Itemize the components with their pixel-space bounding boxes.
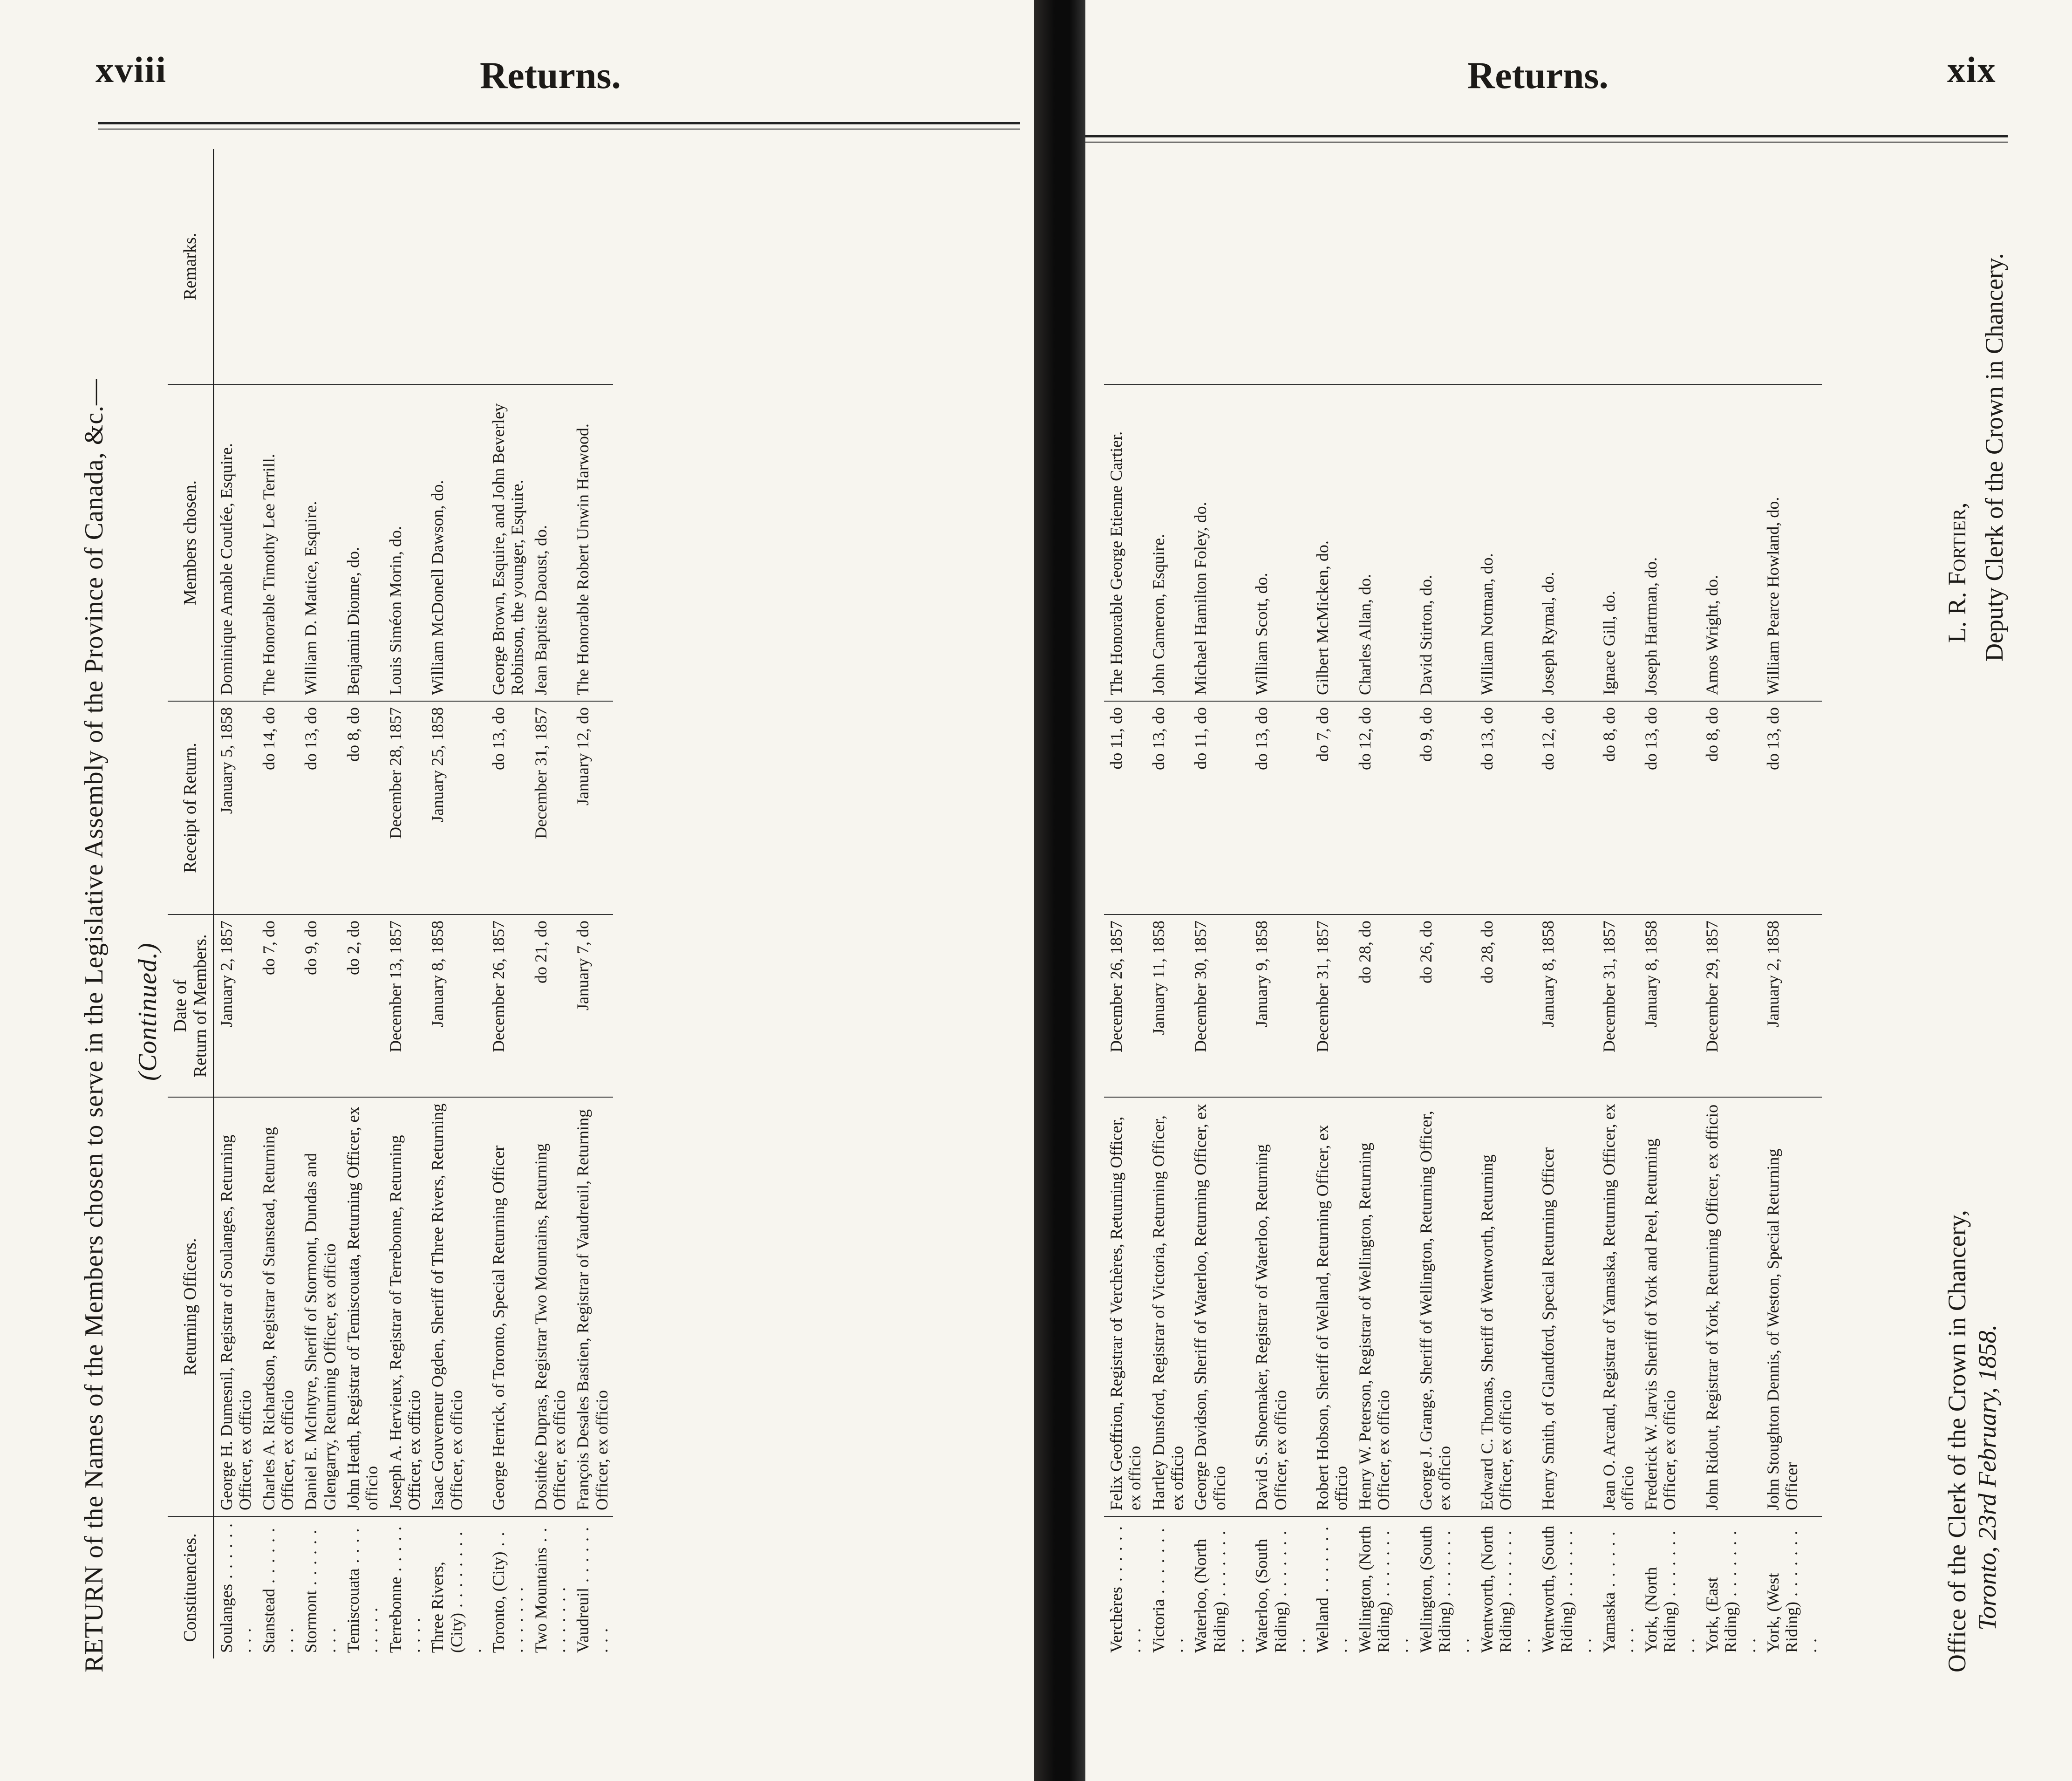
head-rule-thick-right	[1085, 135, 2008, 137]
receipt-cell: do 11, do	[1104, 701, 1146, 914]
returns-table-left	[168, 149, 613, 1658]
receipt-cell: do 8, do	[341, 701, 383, 914]
member-cell: Ignace Gill, do.	[1597, 384, 1639, 701]
signature-title: Deputy Clerk of the Crown in Chancery.	[1980, 253, 2008, 662]
member-cell: Louis Siméon Morin, do.	[383, 384, 426, 701]
table-row	[341, 149, 383, 1658]
officer-cell: Robert Hobson, Sheriff of Welland, Returning Officer, ex officio	[1310, 1097, 1353, 1516]
member-cell: Benjamin Dionne, do.	[341, 384, 383, 701]
book-spine	[1034, 0, 1085, 1781]
constituency-cell: Stanstead . . .	[257, 1516, 299, 1658]
constituency-cell: York, (West Riding) . . .	[1761, 1516, 1822, 1658]
officer-cell: Isaac Gouverneur Ogden, Sheriff of Three Rivers, Returning Officer, ex officio	[425, 1097, 486, 1516]
member-cell: John Cameron, Esquire.	[1146, 384, 1189, 701]
officer-cell: John Heath, Registrar of Temiscouata, Returning Officer, ex officio	[341, 1097, 383, 1516]
head-rule-thin-right	[1085, 142, 2008, 143]
member-cell: Dominique Amable Coutlée, Esquire.	[214, 384, 257, 701]
col-constituencies: Constituencies.	[168, 1516, 214, 1658]
receipt-cell: do 13, do	[299, 701, 341, 914]
date-cell: do 26, do	[1414, 914, 1475, 1097]
member-cell: William Notman, do.	[1475, 384, 1536, 701]
remark-cell	[1414, 149, 1475, 384]
table-row	[1249, 149, 1310, 1658]
date-cell: January 7, do	[571, 914, 613, 1097]
remark-cell	[257, 149, 299, 384]
constituency-cell: Wellington, (North Riding) . . .	[1353, 1516, 1414, 1658]
col-remarks: Remarks.	[168, 149, 214, 384]
date-cell: December 13, 1857	[383, 914, 426, 1097]
table-row	[1700, 149, 1761, 1658]
signature-name: L. R. Fortier,	[1943, 502, 1971, 643]
member-cell: The Honorable George Etienne Cartier.	[1104, 384, 1146, 701]
date-cell: do 21, do	[529, 914, 571, 1097]
running-head-left: Returns.	[480, 54, 621, 96]
remark-cell	[1597, 149, 1639, 384]
col-date-top: Date of	[170, 979, 190, 1032]
constituency-cell: York, (North Riding) . . .	[1639, 1516, 1700, 1658]
col-date-of-return	[168, 914, 214, 1097]
returns-table-left-wrap	[168, 149, 613, 1658]
date-cell: January 2, 1858	[1761, 914, 1822, 1097]
receipt-cell: do 9, do	[1414, 701, 1475, 914]
date-cell: do 28, do	[1475, 914, 1536, 1097]
table-row	[1353, 149, 1414, 1658]
officer-cell: George J. Grange, Sheriff of Wellington, Returning Officer, ex officio	[1414, 1097, 1475, 1516]
date-cell: January 9, 1858	[1249, 914, 1310, 1097]
table-row	[214, 149, 257, 1658]
page-number-right: xix	[1947, 49, 1997, 90]
remark-cell	[1475, 149, 1536, 384]
table-caption	[79, 154, 109, 1672]
table-row	[571, 149, 613, 1658]
table-row	[1414, 149, 1475, 1658]
officer-cell: George Herrick, of Toronto, Special Returning Officer	[486, 1097, 529, 1516]
officer-cell: Dosithée Dupras, Registrar Two Mountains, Returning Officer, ex officio	[529, 1097, 571, 1516]
footer-office: Office of the Clerk of the Crown in Chancery,	[1943, 1210, 1971, 1672]
remark-cell	[383, 149, 426, 384]
receipt-cell: do 13, do	[1146, 701, 1189, 914]
table-row	[1146, 149, 1189, 1658]
remark-cell	[1700, 149, 1761, 384]
officer-cell: John Stoughton Dennis, of Weston, Special Returning Officer	[1761, 1097, 1822, 1516]
receipt-cell: do 14, do	[257, 701, 299, 914]
left-page	[0, 0, 1034, 1781]
receipt-cell: do 13, do	[1249, 701, 1310, 914]
constituency-cell: Temiscouata . . .	[341, 1516, 383, 1658]
officer-cell: Joseph A. Hervieux, Registrar of Terrebonne, Returning Officer, ex officio	[383, 1097, 426, 1516]
receipt-cell: do 13, do	[1639, 701, 1700, 914]
constituency-cell: York, (East Riding) . . .	[1700, 1516, 1761, 1658]
officer-cell: David S. Shoemaker, Registrar of Waterloo, Returning Officer, ex officio	[1249, 1097, 1310, 1516]
receipt-cell: January 25, 1858	[425, 701, 486, 914]
constituency-cell: Terrebonne . . .	[383, 1516, 426, 1658]
constituency-cell: Wellington, (South Riding) . . .	[1414, 1516, 1475, 1658]
remark-cell	[1761, 149, 1822, 384]
remark-cell	[1310, 149, 1353, 384]
constituency-cell: Victoria . . .	[1146, 1516, 1189, 1658]
table-row	[529, 149, 571, 1658]
officer-cell: George H. Dumesnil, Registrar of Soulanges, Returning Officer, ex officio	[214, 1097, 257, 1516]
date-cell: do 28, do	[1353, 914, 1414, 1097]
constituency-cell: Soulanges . . .	[214, 1516, 257, 1658]
officer-cell: Edward C. Thomas, Sheriff of Wentworth, Returning Officer, ex officio	[1475, 1097, 1536, 1516]
member-cell: David Stirton, do.	[1414, 384, 1475, 701]
constituency-cell: Toronto, (City) . . .	[486, 1516, 529, 1658]
member-cell: The Honorable Timothy Lee Terrill.	[257, 384, 299, 701]
member-cell: Jean Baptiste Daoust, do.	[529, 384, 571, 701]
member-cell: Amos Wright, do.	[1700, 384, 1761, 701]
officer-cell: Henry W. Peterson, Registrar of Wellington, Returning Officer, ex officio	[1353, 1097, 1414, 1516]
member-cell: Joseph Rymal, do.	[1536, 384, 1597, 701]
officer-cell: François Desales Bastien, Registrar of Vaudreuil, Returning Officer, ex officio	[571, 1097, 613, 1516]
remark-cell	[571, 149, 613, 384]
officer-cell: Jean O. Arcand, Registrar of Yamaska, Returning Officer, ex officio	[1597, 1097, 1639, 1516]
remark-cell	[1249, 149, 1310, 384]
date-cell: January 11, 1858	[1146, 914, 1189, 1097]
remark-cell	[1188, 149, 1249, 384]
date-cell: December 26, 1857	[1104, 914, 1146, 1097]
officer-cell: Henry Smith, of Glandford, Special Returning Officer	[1536, 1097, 1597, 1516]
member-cell: Michael Hamilton Foley, do.	[1188, 384, 1249, 701]
receipt-cell: do 13, do	[1761, 701, 1822, 914]
member-cell: The Honorable Robert Unwin Harwood.	[571, 384, 613, 701]
member-cell: George Brown, Esquire, and John Beverley Robinson, the younger, Esquire.	[486, 384, 529, 701]
date-cell: January 8, 1858	[1639, 914, 1700, 1097]
member-cell: William Pearce Howland, do.	[1761, 384, 1822, 701]
remark-cell	[529, 149, 571, 384]
table-row	[1761, 149, 1822, 1658]
receipt-cell: do 8, do	[1700, 701, 1761, 914]
footer-place-date: Toronto, 23rd February, 1858.	[1973, 1324, 2001, 1631]
officer-cell: Charles A. Richardson, Registrar of Stanstead, Returning Officer, ex officio	[257, 1097, 299, 1516]
remark-cell	[425, 149, 486, 384]
date-cell: January 8, 1858	[1536, 914, 1597, 1097]
date-cell: January 8, 1858	[425, 914, 486, 1097]
date-cell: December 31, 1857	[1597, 914, 1639, 1097]
date-cell: December 29, 1857	[1700, 914, 1761, 1097]
member-cell: Joseph Hartman, do.	[1639, 384, 1700, 701]
remark-cell	[299, 149, 341, 384]
col-receipt-of-return: Receipt of Return.	[168, 701, 214, 914]
receipt-cell: do 11, do	[1188, 701, 1249, 914]
constituency-cell: Three Rivers, (City) . . .	[425, 1516, 486, 1658]
member-cell: William Scott, do.	[1249, 384, 1310, 701]
constituency-cell: Verchères . . .	[1104, 1516, 1146, 1658]
officer-cell: John Ridout, Registrar of York, Returning Officer, ex officio	[1700, 1097, 1761, 1516]
officer-cell: Frederick W. Jarvis Sheriff of York and Peel, Returning Officer, ex officio	[1639, 1097, 1700, 1516]
table-row	[1475, 149, 1536, 1658]
col-members-chosen: Members chosen.	[168, 384, 214, 701]
receipt-cell: do 8, do	[1597, 701, 1639, 914]
constituency-cell: Wentworth, (South Riding) . . .	[1536, 1516, 1597, 1658]
receipt-cell: do 7, do	[1310, 701, 1353, 914]
receipt-cell: December 28, 1857	[383, 701, 426, 914]
table-row	[383, 149, 426, 1658]
table-row	[1536, 149, 1597, 1658]
remark-cell	[214, 149, 257, 384]
officer-cell: Daniel E. McIntyre, Sheriff of Stormont, Dundas and Glengarry, Returning Officer, ex officio	[299, 1097, 341, 1516]
table-row	[1597, 149, 1639, 1658]
constituency-cell: Waterloo, (South Riding) . . .	[1249, 1516, 1310, 1658]
constituency-cell: Waterloo, (North Riding) . . .	[1188, 1516, 1249, 1658]
constituency-cell: Welland . . .	[1310, 1516, 1353, 1658]
remark-cell	[1353, 149, 1414, 384]
constituency-cell: Stormont . . .	[299, 1516, 341, 1658]
member-cell: Charles Allan, do.	[1353, 384, 1414, 701]
constituency-cell: Yamaska . . .	[1597, 1516, 1639, 1658]
returns-table-right	[1104, 149, 1822, 1658]
date-cell: do 2, do	[341, 914, 383, 1097]
receipt-cell: do 13, do	[486, 701, 529, 914]
officer-cell: Hartley Dunsford, Registrar of Victoria, Returning Officer, ex officio	[1146, 1097, 1189, 1516]
receipt-cell: do 13, do	[1475, 701, 1536, 914]
table-row	[1639, 149, 1700, 1658]
table-header-row	[168, 149, 214, 1658]
member-cell: William McDonell Dawson, do.	[425, 384, 486, 701]
table-body-left	[214, 149, 613, 1658]
remark-cell	[1639, 149, 1700, 384]
table-row	[299, 149, 341, 1658]
head-rule-thin	[98, 129, 1020, 130]
table-row	[1104, 149, 1146, 1658]
date-cell: do 9, do	[299, 914, 341, 1097]
col-returning-officers: Returning Officers.	[168, 1097, 214, 1516]
right-page	[1085, 0, 2072, 1781]
remark-cell	[1104, 149, 1146, 384]
receipt-cell: do 12, do	[1536, 701, 1597, 914]
remark-cell	[341, 149, 383, 384]
officer-cell: George Davidson, Sheriff of Waterloo, Returning Officer, ex officio	[1188, 1097, 1249, 1516]
date-cell: December 31, 1857	[1310, 914, 1353, 1097]
remark-cell	[1146, 149, 1189, 384]
table-body-right	[1104, 149, 1822, 1658]
table-row	[257, 149, 299, 1658]
receipt-cell: January 12, do	[571, 701, 613, 914]
date-cell: January 2, 1857	[214, 914, 257, 1097]
receipt-cell: do 12, do	[1353, 701, 1414, 914]
date-cell: do 7, do	[257, 914, 299, 1097]
receipt-cell: December 31, 1857	[529, 701, 571, 914]
col-date-bottom: Return of Members.	[190, 934, 210, 1078]
table-row	[1310, 149, 1353, 1658]
head-rule-thick	[98, 122, 1020, 124]
remark-cell	[1536, 149, 1597, 384]
caption-text: RETURN of the Names of the Members chosen to serve in the Legislative Assembly of the Province of Canada, &c.—	[80, 378, 109, 1672]
table-row	[486, 149, 529, 1658]
returns-table-right-wrap	[1104, 149, 1822, 1658]
running-head-right: Returns.	[1467, 54, 1609, 96]
date-cell: December 26, 1857	[486, 914, 529, 1097]
remark-cell	[486, 149, 529, 384]
caption-continued: (Continued.)	[133, 942, 162, 1081]
table-row	[425, 149, 486, 1658]
constituency-cell: Vaudreuil . . .	[571, 1516, 613, 1658]
receipt-cell: January 5, 1858	[214, 701, 257, 914]
officer-cell: Felix Geoffrion, Registrar of Verchères, Returning Officer, ex officio	[1104, 1097, 1146, 1516]
page-number-left: xviii	[95, 49, 167, 90]
table-row	[1188, 149, 1249, 1658]
date-cell: December 30, 1857	[1188, 914, 1249, 1097]
constituency-cell: Two Mountains . . .	[529, 1516, 571, 1658]
member-cell: William D. Mattice, Esquire.	[299, 384, 341, 701]
constituency-cell: Wentworth, (North Riding) . . .	[1475, 1516, 1536, 1658]
member-cell: Gilbert McMicken, do.	[1310, 384, 1353, 701]
